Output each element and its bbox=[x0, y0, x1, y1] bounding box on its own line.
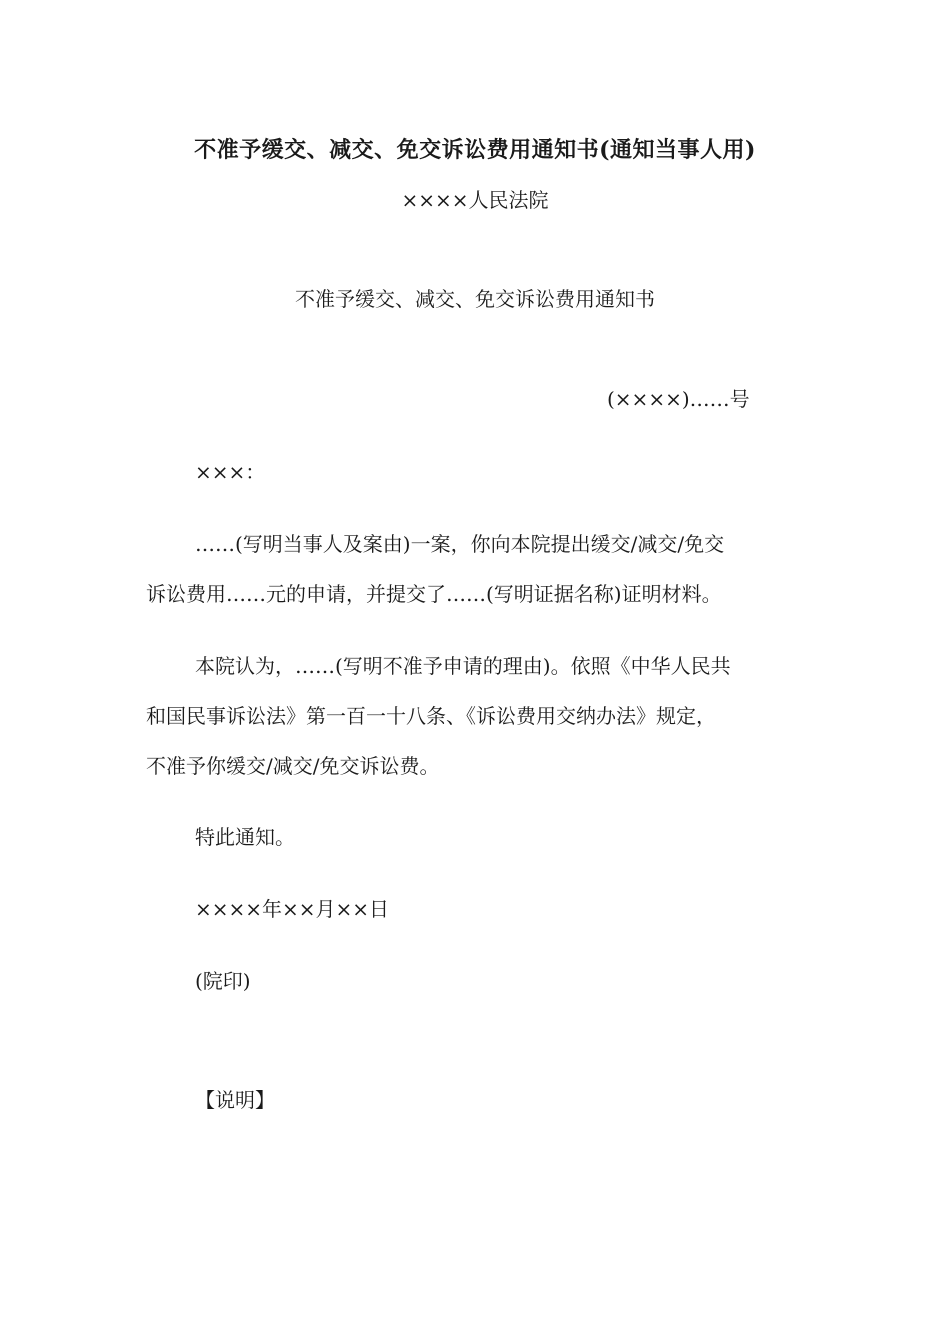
document-title: 不准予缓交、减交、免交诉讼费用通知书(通知当事人用) bbox=[194, 137, 756, 163]
date-line: ××××年××月××日 bbox=[195, 897, 390, 921]
explanation-heading: 【说明】 bbox=[195, 1088, 275, 1112]
paragraph2-line2: 和国民事诉讼法》第一百一十八条、《诉讼费用交纳办法》规定， bbox=[146, 704, 716, 728]
case-number: (××××)……号 bbox=[607, 387, 750, 411]
notice-heading: 不准予缓交、减交、免交诉讼费用通知书 bbox=[295, 287, 655, 311]
recipient: ×××： bbox=[195, 460, 266, 484]
paragraph1-line2: 诉讼费用……元的申请，并提交了……(写明证据名称)证明材料。 bbox=[146, 582, 722, 606]
paragraph1-line1: ……(写明当事人及案由)一案，你向本院提出缓交/减交/免交 bbox=[195, 532, 725, 556]
court-seal: (院印) bbox=[195, 969, 251, 993]
closing-text: 特此通知。 bbox=[195, 825, 295, 849]
court-name: ××××人民法院 bbox=[401, 188, 549, 212]
paragraph2-line1: 本院认为，……(写明不准予申请的理由)。依照《中华人民共 bbox=[195, 654, 731, 678]
paragraph2-line3: 不准予你缓交/减交/免交诉讼费。 bbox=[146, 754, 440, 778]
